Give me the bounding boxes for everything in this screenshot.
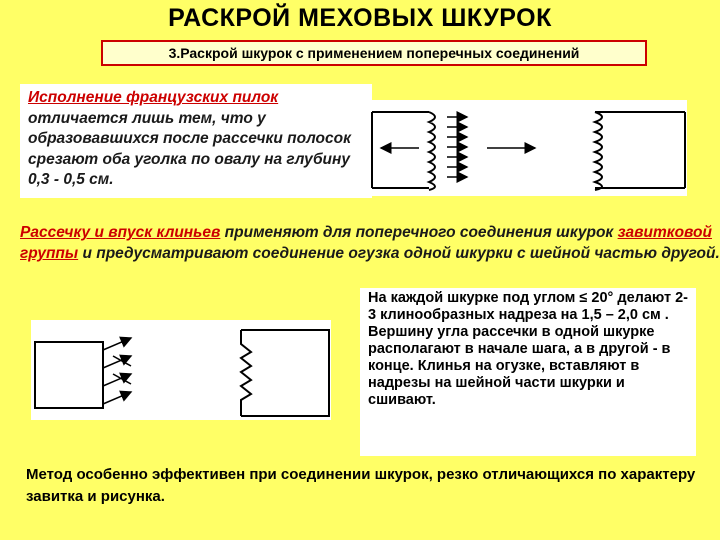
wedge-insertion-description: Рассечку и впуск клиньев применяют для поперечного соединения шкурок завитковой группы и предусматривают соединение огузка одной шкурки с шейной частью другой. [20,224,720,262]
method-effectiveness-note: Метод особенно эффективен при соединении шкурок, резко отличающихся по характеру завитка и рисунка. [26,466,696,505]
curl-group-term: завитковой группы [20,224,712,262]
left-skin-cut [35,342,103,408]
right-skin-piece [595,112,685,190]
wedge-term: Рассечку и впуск клиньев [20,224,221,241]
insert-arrows [447,117,467,177]
page-title: РАСКРОЙ МЕХОВЫХ ШКУРОК [168,4,552,32]
french-saw-term: Исполнение французских пилок [28,89,279,106]
french-saw-text: отличается лишь тем, что у образовавшихся после рассечки полосок срезают оба уголка по овалу на глубину 0,3 - 0,5 см. [28,109,351,188]
french-saw-diagram [367,100,687,196]
wedge-diagram [31,320,331,420]
right-skin-zigzag [241,330,329,416]
section-subtitle: 3.Раскрой шкурок с применением поперечных соединений [101,40,647,66]
cut-instructions: На каждой шкурке под углом ≤ 20° делают 2-3 клинообразных надреза на 1,5 – 2,0 см . Вершину угла рассечки в одной шкурке располагают в начале шага, а в другой - в конце. Клинья на огузке, вставляют в надрезы на шейной части шкурки и сшивают. [360,288,696,456]
cut-arrows [103,338,131,404]
left-skin-piece [372,112,435,190]
french-saw-description [20,84,372,198]
